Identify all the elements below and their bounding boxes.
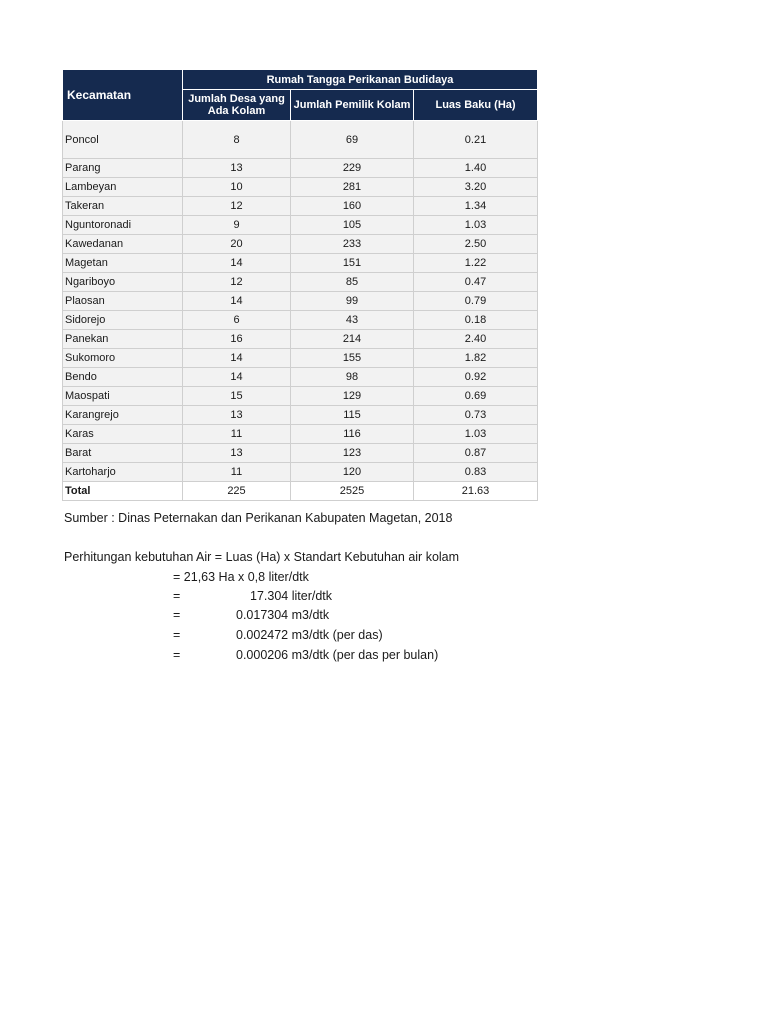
table-row: [63, 368, 538, 387]
cell-jumlah-desa: 20: [183, 235, 291, 254]
cell-luas-baku: 0.69: [414, 387, 538, 406]
calc-value: 0.017304: [236, 608, 289, 622]
total-luas: 21.63: [414, 482, 538, 501]
cell-jumlah-desa: 14: [183, 368, 291, 387]
cell-jumlah-desa: 14: [183, 292, 291, 311]
cell-luas-baku: 1.40: [414, 159, 538, 178]
cell-jumlah-pemilik: 233: [291, 235, 414, 254]
table-row: [63, 444, 538, 463]
cell-jumlah-desa: 13: [183, 444, 291, 463]
cell-luas-baku: 1.22: [414, 254, 538, 273]
cell-jumlah-pemilik: 155: [291, 349, 414, 368]
cell-jumlah-desa: 11: [183, 425, 291, 444]
cell-luas-baku: 2.50: [414, 235, 538, 254]
header-kecamatan: Kecamatan: [63, 70, 183, 121]
cell-jumlah-pemilik: 99: [291, 292, 414, 311]
cell-jumlah-pemilik: 69: [291, 121, 414, 159]
cell-kecamatan: Magetan: [63, 254, 183, 273]
cell-luas-baku: 0.18: [414, 311, 538, 330]
calc-line-3-value: [236, 608, 329, 622]
cell-jumlah-pemilik: 160: [291, 197, 414, 216]
table-row: [63, 273, 538, 292]
cell-jumlah-desa: 6: [183, 311, 291, 330]
cell-luas-baku: 0.83: [414, 463, 538, 482]
table-row: [63, 159, 538, 178]
cell-jumlah-pemilik: 105: [291, 216, 414, 235]
cell-jumlah-desa: 14: [183, 349, 291, 368]
calc-value: 0.002472: [236, 628, 289, 642]
cell-luas-baku: 1.82: [414, 349, 538, 368]
total-desa: 225: [183, 482, 291, 501]
cell-kecamatan: Maospati: [63, 387, 183, 406]
total-pemilik: 2525: [291, 482, 414, 501]
calc-line-2-value: [250, 589, 332, 603]
cell-luas-baku: 0.79: [414, 292, 538, 311]
cell-jumlah-pemilik: 281: [291, 178, 414, 197]
data-table-container: [62, 69, 538, 501]
cell-jumlah-desa: 12: [183, 197, 291, 216]
cell-kecamatan: Sidorejo: [63, 311, 183, 330]
cell-kecamatan: Kawedanan: [63, 235, 183, 254]
cell-luas-baku: 0.87: [414, 444, 538, 463]
cell-jumlah-pemilik: 129: [291, 387, 414, 406]
cell-kecamatan: Poncol: [63, 121, 183, 159]
cell-kecamatan: Nguntoronadi: [63, 216, 183, 235]
cell-jumlah-pemilik: 120: [291, 463, 414, 482]
cell-kecamatan: Plaosan: [63, 292, 183, 311]
cell-jumlah-desa: 10: [183, 178, 291, 197]
cell-jumlah-pemilik: 123: [291, 444, 414, 463]
table-row: [63, 406, 538, 425]
cell-jumlah-desa: 14: [183, 254, 291, 273]
table-row: [63, 387, 538, 406]
cell-jumlah-pemilik: 98: [291, 368, 414, 387]
table-row: [63, 463, 538, 482]
cell-luas-baku: 0.21: [414, 121, 538, 159]
cell-luas-baku: 0.73: [414, 406, 538, 425]
cell-luas-baku: 1.03: [414, 216, 538, 235]
calc-line-4: [173, 628, 180, 642]
calc-title: Perhitungan kebutuhan Air = Luas (Ha) x Standart Kebutuhan air kolam: [64, 550, 460, 564]
table-row: [63, 292, 538, 311]
cell-kecamatan: Takeran: [63, 197, 183, 216]
table-row: [63, 235, 538, 254]
table-row: [63, 349, 538, 368]
cell-jumlah-desa: 8: [183, 121, 291, 159]
calc-unit: m3/dtk (per das): [291, 628, 383, 642]
cell-luas-baku: 0.47: [414, 273, 538, 292]
cell-luas-baku: 2.40: [414, 330, 538, 349]
cell-kecamatan: Kartoharjo: [63, 463, 183, 482]
table-row: [63, 178, 538, 197]
cell-luas-baku: 1.34: [414, 197, 538, 216]
calc-line-5: [173, 648, 180, 662]
total-row: [63, 482, 538, 501]
calc-line-2: [173, 589, 180, 603]
source-note: Sumber : Dinas Peternakan dan Perikanan Kabupaten Magetan, 2018: [64, 511, 453, 525]
table-row: [63, 425, 538, 444]
table-row: [63, 330, 538, 349]
calc-unit: m3/dtk: [291, 608, 330, 622]
cell-kecamatan: Barat: [63, 444, 183, 463]
calc-line-3: [173, 608, 180, 622]
table-row: [63, 311, 538, 330]
cell-jumlah-pemilik: 229: [291, 159, 414, 178]
cell-kecamatan: Sukomoro: [63, 349, 183, 368]
cell-jumlah-desa: 13: [183, 159, 291, 178]
table-row: [63, 121, 538, 159]
cell-jumlah-pemilik: 115: [291, 406, 414, 425]
cell-kecamatan: Karangrejo: [63, 406, 183, 425]
calc-unit: liter/dtk: [291, 589, 333, 603]
cell-jumlah-pemilik: 151: [291, 254, 414, 273]
calc-unit: m3/dtk (per das per bulan): [291, 648, 439, 662]
table-row: [63, 254, 538, 273]
calc-eq: =: [173, 570, 181, 584]
cell-jumlah-desa: 15: [183, 387, 291, 406]
cell-jumlah-pemilik: 214: [291, 330, 414, 349]
header-jumlah-pemilik: Jumlah Pemilik Kolam: [291, 90, 414, 121]
fisheries-table: [62, 69, 538, 501]
cell-jumlah-desa: 9: [183, 216, 291, 235]
cell-jumlah-pemilik: 43: [291, 311, 414, 330]
calc-value: 17.304: [250, 589, 289, 603]
cell-jumlah-desa: 13: [183, 406, 291, 425]
calc-eq: =: [173, 648, 181, 662]
cell-luas-baku: 0.92: [414, 368, 538, 387]
header-group: Rumah Tangga Perikanan Budidaya: [183, 70, 538, 90]
cell-jumlah-desa: 16: [183, 330, 291, 349]
calc-eq: =: [173, 589, 181, 603]
calc-line-4-value: [236, 628, 383, 642]
calc-line-1: [173, 570, 309, 584]
cell-jumlah-pemilik: 85: [291, 273, 414, 292]
calc-eq: =: [173, 628, 181, 642]
header-jumlah-desa: Jumlah Desa yang Ada Kolam: [183, 90, 291, 121]
total-label: Total: [63, 482, 183, 501]
cell-kecamatan: Panekan: [63, 330, 183, 349]
header-luas-baku: Luas Baku (Ha): [414, 90, 538, 121]
cell-luas-baku: 1.03: [414, 425, 538, 444]
cell-luas-baku: 3.20: [414, 178, 538, 197]
table-row: [63, 197, 538, 216]
calc-value: 21,63 Ha x 0,8 liter/dtk: [183, 570, 309, 584]
cell-kecamatan: Ngariboyo: [63, 273, 183, 292]
calc-eq: =: [173, 608, 181, 622]
cell-kecamatan: Lambeyan: [63, 178, 183, 197]
table-row: [63, 216, 538, 235]
cell-kecamatan: Karas: [63, 425, 183, 444]
calc-line-5-value: [236, 648, 438, 662]
cell-jumlah-pemilik: 116: [291, 425, 414, 444]
cell-jumlah-desa: 12: [183, 273, 291, 292]
cell-jumlah-desa: 11: [183, 463, 291, 482]
cell-kecamatan: Bendo: [63, 368, 183, 387]
cell-kecamatan: Parang: [63, 159, 183, 178]
calc-value: 0.000206: [236, 648, 289, 662]
